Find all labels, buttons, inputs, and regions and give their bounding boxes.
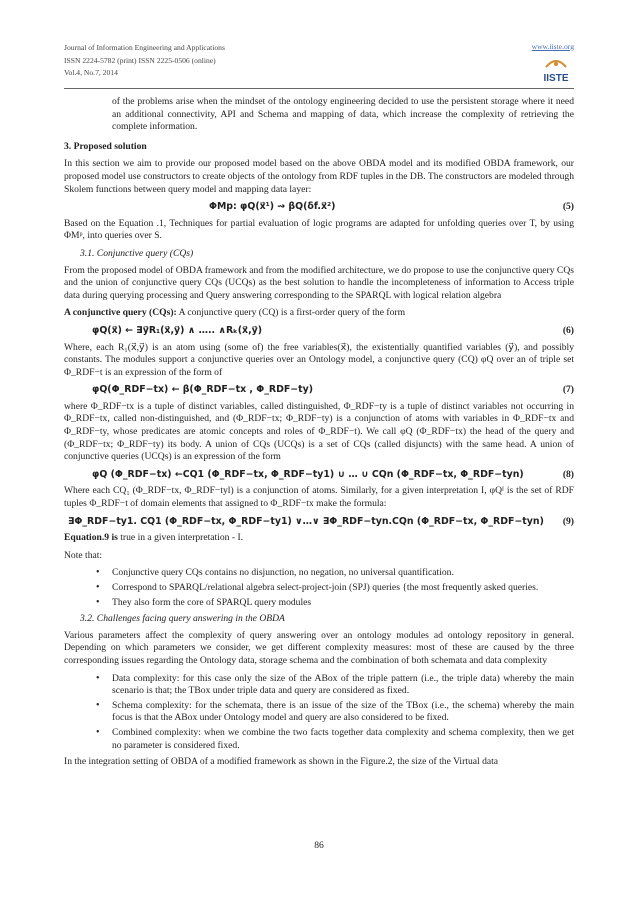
equation-number: (7) (562, 384, 574, 396)
page-number: 86 (314, 840, 324, 851)
equation-number: (6) (562, 324, 574, 336)
equation-6 (64, 325, 574, 338)
list-item: • Combined complexity: when we combine the two facts together data complexity and schema complexity, then we get no parameter is considered fixed. (112, 727, 574, 752)
header-divider (64, 88, 574, 89)
equation-body: φQ (Φ_RDF−tx) ←CQ1 (Φ_RDF−tx, Φ_RDF−ty1) ∪ … ∪ CQn (Φ_RDF−tx, Φ_RDF−tyn) (92, 468, 524, 480)
bullet-list (64, 673, 574, 753)
paragraph (64, 532, 574, 545)
paragraph: In this section we aim to provide our proposed model based on the above OBDA model and its modified OBDA framework, our proposed model use constructors to create objects of the ontology from RDF tuples in the DB. The constructors are modeled through Skolem functions between query model and mapping data layer: (64, 158, 574, 195)
equation-number: (9) (562, 515, 574, 527)
paragraph: Various parameters affect the complexity of query answering over an ontology modules ad ontology repository in general. Depending on which parameters we consider, we get different complexity measures: most of these are caused by the three corresponding issues regarding the Ontology data, storage schema and the combination of both schemata and data complexity (64, 629, 574, 666)
list-item: • Correspond to SPARQL/relational algebra select-project-join (SPJ) queries {the most frequently asked queries. (112, 582, 574, 595)
bullet-list (64, 567, 574, 609)
paragraph: Where, each R₁(x⃗,y⃗) is an atom using (some of) the free variables(x⃗), the existentially quantified variables (y⃗), and possibly constants. The modules support a conjunctive queries over an Ontology model, a conjunctive query (CQ) φQ over an of triple set Φ_RDF−t is an expression of the form of (64, 341, 574, 378)
definition-text: A conjunctive query (CQ) is a first-order query of the form (176, 307, 406, 319)
paragraph: From the proposed model of OBDA framework and from the modified architecture, we do propose to use the conjunctive query CQs and the union of conjunctive query CQs (UCQs) as the best solution to handle the incompleteness of information to Access triple data during querying processing and Query answering corresponding to the SPARQL with logical relation algebra (64, 264, 574, 301)
subsection-heading: 3.1. Conjunctive query (CQs) (80, 247, 194, 259)
equation-number: (5) (562, 201, 574, 213)
paragraph: Where each CQ₁ (Φ_RDF−tx, Φ_RDF−tyl) is a conjunction of atoms. Similarly, for a given interpretation I, φQᴵ is the set of RDF tuples Φ_RDF−t of domain elements that assigned to Φ_RDF−tx make the formula: (64, 485, 574, 510)
definition-term: A conjunctive query (CQs): (64, 307, 177, 319)
equation-5 (64, 201, 574, 214)
equation-body: φQ(Φ_RDF−tx) ← β(Φ_RDF−tx , Φ_RDF−ty) (92, 384, 314, 396)
logo-text: IISTE (543, 73, 569, 84)
list-item: • Data complexity: for this case only the size of the ABox of the triple pattern (i.e., the triple data) whereby the main scenario is that; the TBox under triple data and query are considered as fixed. (112, 673, 574, 698)
equation-body: φQ(x⃗) ← ∃y⃗R₁(x⃗,y⃗) ∧ ….. ∧Rₖ(x⃗,y⃗) (92, 324, 263, 336)
section-heading: 3. Proposed solution (64, 140, 147, 152)
journal-volume: Vol.4, No.7, 2014 (64, 68, 118, 77)
journal-url-link[interactable]: www.iiste.org (531, 42, 574, 51)
equation-reference: Equation.9 is (64, 532, 118, 544)
equation-7 (64, 384, 574, 397)
paragraph-text: true in a given interpretation - I. (117, 532, 244, 544)
paragraph: where Φ_RDF−tx is a tuple of distinct variables, called distinguished, Φ_RDF−ty is a tuple of distinct variables not occurring in Φ_RDF−tx, called non-distinguished, and (Φ_RDF−tx; Φ_RDF−ty) is a conjunction of atoms with variables in Φ_RDF−tx and Φ_RDF−ty, whose predicates are atomic concepts and roles of Φ_RDF−t). We call φQ (Φ_RDF−tx) the head of the query and (Φ_RDF−tx; Φ_RDF−ty) its body. A union of CQs (UCQs) is a set of CQs (called disjuncts) with the same head. A union of conjunctive queries (UCQs) is an expression of the form (64, 400, 574, 463)
list-item: • Conjunctive query CQs contains no disjunction, no negation, no universal quantification. (112, 567, 574, 580)
paper-body (64, 96, 574, 774)
equation-body: ∃Φ_RDF−ty1. CQ1 (Φ_RDF−tx, Φ_RDF−ty1) ∨…∨ ∃Φ_RDF−tyn.CQn (Φ_RDF−tx, Φ_RDF−tyn) (68, 515, 544, 527)
iiste-logo (538, 57, 574, 85)
paragraph: Note that: (64, 549, 103, 561)
equation-8 (64, 469, 574, 482)
journal-name: Journal of Information Engineering and Applications (64, 43, 225, 52)
paragraph: In the integration setting of OBDA of a modified framework as shown in the Figure.2, the size of the Virtual data (64, 756, 499, 768)
equation-9 (64, 516, 574, 529)
intro-paragraph: of the problems arise when the mindset of the ontology engineering decided to use the persistent storage where it need an additional connectivity, API and Schema and mapping of data, which increase the complexity of retrieving the complete information. (112, 96, 574, 133)
equation-body: ΦMp: φQ(x⃗¹) ⇝ βQ(δf.x⃗²) (209, 201, 336, 213)
list-item: • They also form the core of SPARQL query modules (112, 597, 574, 610)
journal-issn: ISSN 2224-5782 (print) ISSN 2225-0506 (online) (64, 55, 216, 65)
paragraph (64, 307, 574, 320)
equation-number: (8) (562, 468, 574, 480)
journal-header (64, 42, 574, 80)
subsection-heading: 3.2. Challenges facing query answering in the OBDA (80, 613, 285, 625)
paragraph: Based on the Equation .1, Techniques for partial evaluation of logic programs are adapted for unfolding queries over T, by using ΦMᵖ, into queries over S. (64, 217, 574, 242)
list-item: • Schema complexity: for the schemata, there is an issue of the size of the TBox (i.e., the schema) whereby the main focus is that the ABox under Ontology model and query are also considered to be fixed. (112, 700, 574, 725)
